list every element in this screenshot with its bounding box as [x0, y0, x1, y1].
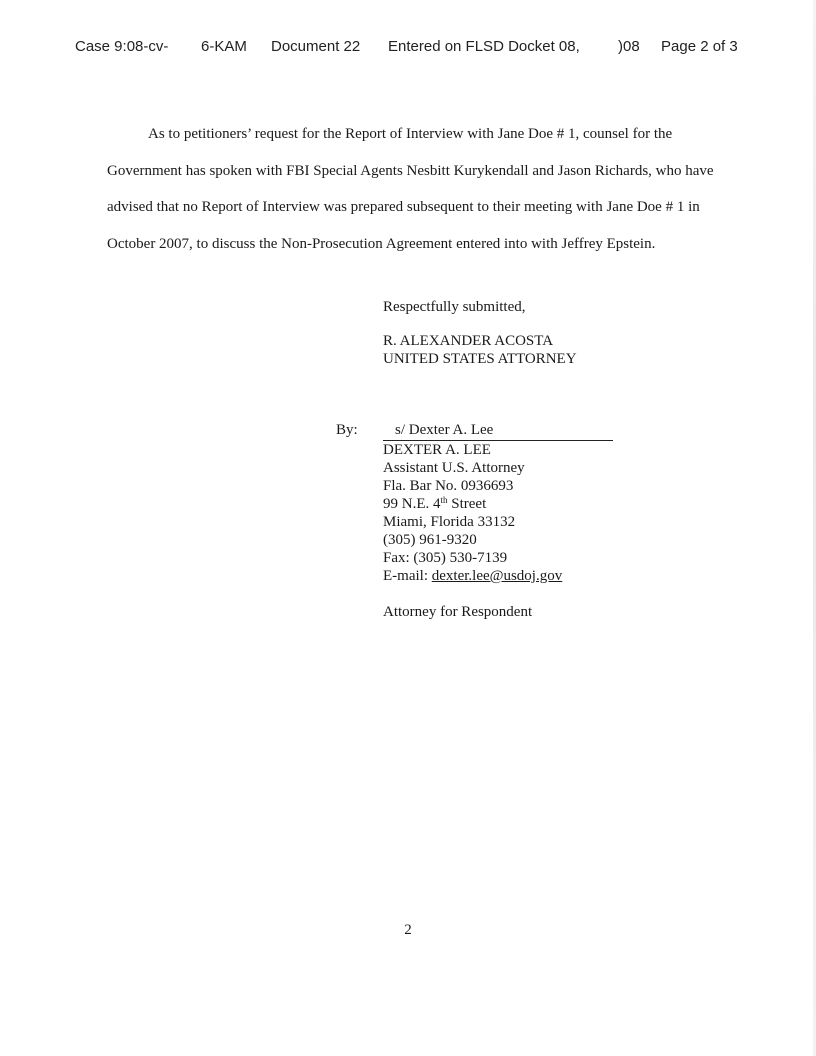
page-number: 2 [404, 922, 412, 938]
street-rest: Street [447, 496, 487, 512]
electronic-signature: s/ Dexter A. Lee [395, 422, 494, 438]
email-link[interactable]: dexter.lee@usdoj.gov [431, 568, 563, 584]
signature-block [383, 441, 562, 585]
by-label: By: [336, 422, 358, 438]
header-date-fragment: )08 [618, 38, 640, 55]
attorney-role: Attorney for Respondent [383, 604, 533, 620]
header-case-suffix: 6-KAM [201, 38, 247, 55]
header-entered-on: Entered on FLSD Docket 08, [388, 38, 580, 55]
us-attorney-title: UNITED STATES ATTORNEY [383, 351, 577, 367]
email-row [383, 567, 562, 585]
street-ordinal: th [440, 495, 448, 505]
phone-number: (305) 961-9320 [383, 532, 477, 548]
fax-number: Fax: (305) 530-7139 [383, 550, 508, 566]
docket-header [0, 38, 816, 60]
city-state-zip: Miami, Florida 33132 [383, 514, 516, 530]
email-label: E-mail: [383, 568, 432, 584]
us-attorney-name: R. ALEXANDER ACOSTA [383, 333, 554, 349]
body-paragraph: As to petitioners’ request for the Report of Interview with Jane Doe # 1, counsel for the Government has spoken with FBI Special Agents Nesbitt Kurykendall and Jason Richards, who have advised that no Report of Interview was prepared subsequent to their meeting with Jane Doe # 1 in October 2007, to discuss the Non-Prosecution Agreement entered into with Jeffrey Epstein. [107, 126, 714, 252]
body-text [107, 116, 717, 262]
signer-name: DEXTER A. LEE [383, 442, 491, 458]
signer-title: Assistant U.S. Attorney [383, 460, 525, 476]
street-address [383, 495, 562, 513]
street-prefix: 99 N.E. 4 [383, 496, 441, 512]
header-case-number: Case 9:08-cv- [75, 38, 169, 55]
respectfully-submitted: Respectfully submitted, [383, 299, 526, 315]
bar-number: Fla. Bar No. 0936693 [383, 478, 514, 494]
header-page-count: Page 2 of 3 [661, 38, 738, 55]
signature-line [383, 422, 613, 441]
header-document-number: Document 22 [271, 38, 361, 55]
